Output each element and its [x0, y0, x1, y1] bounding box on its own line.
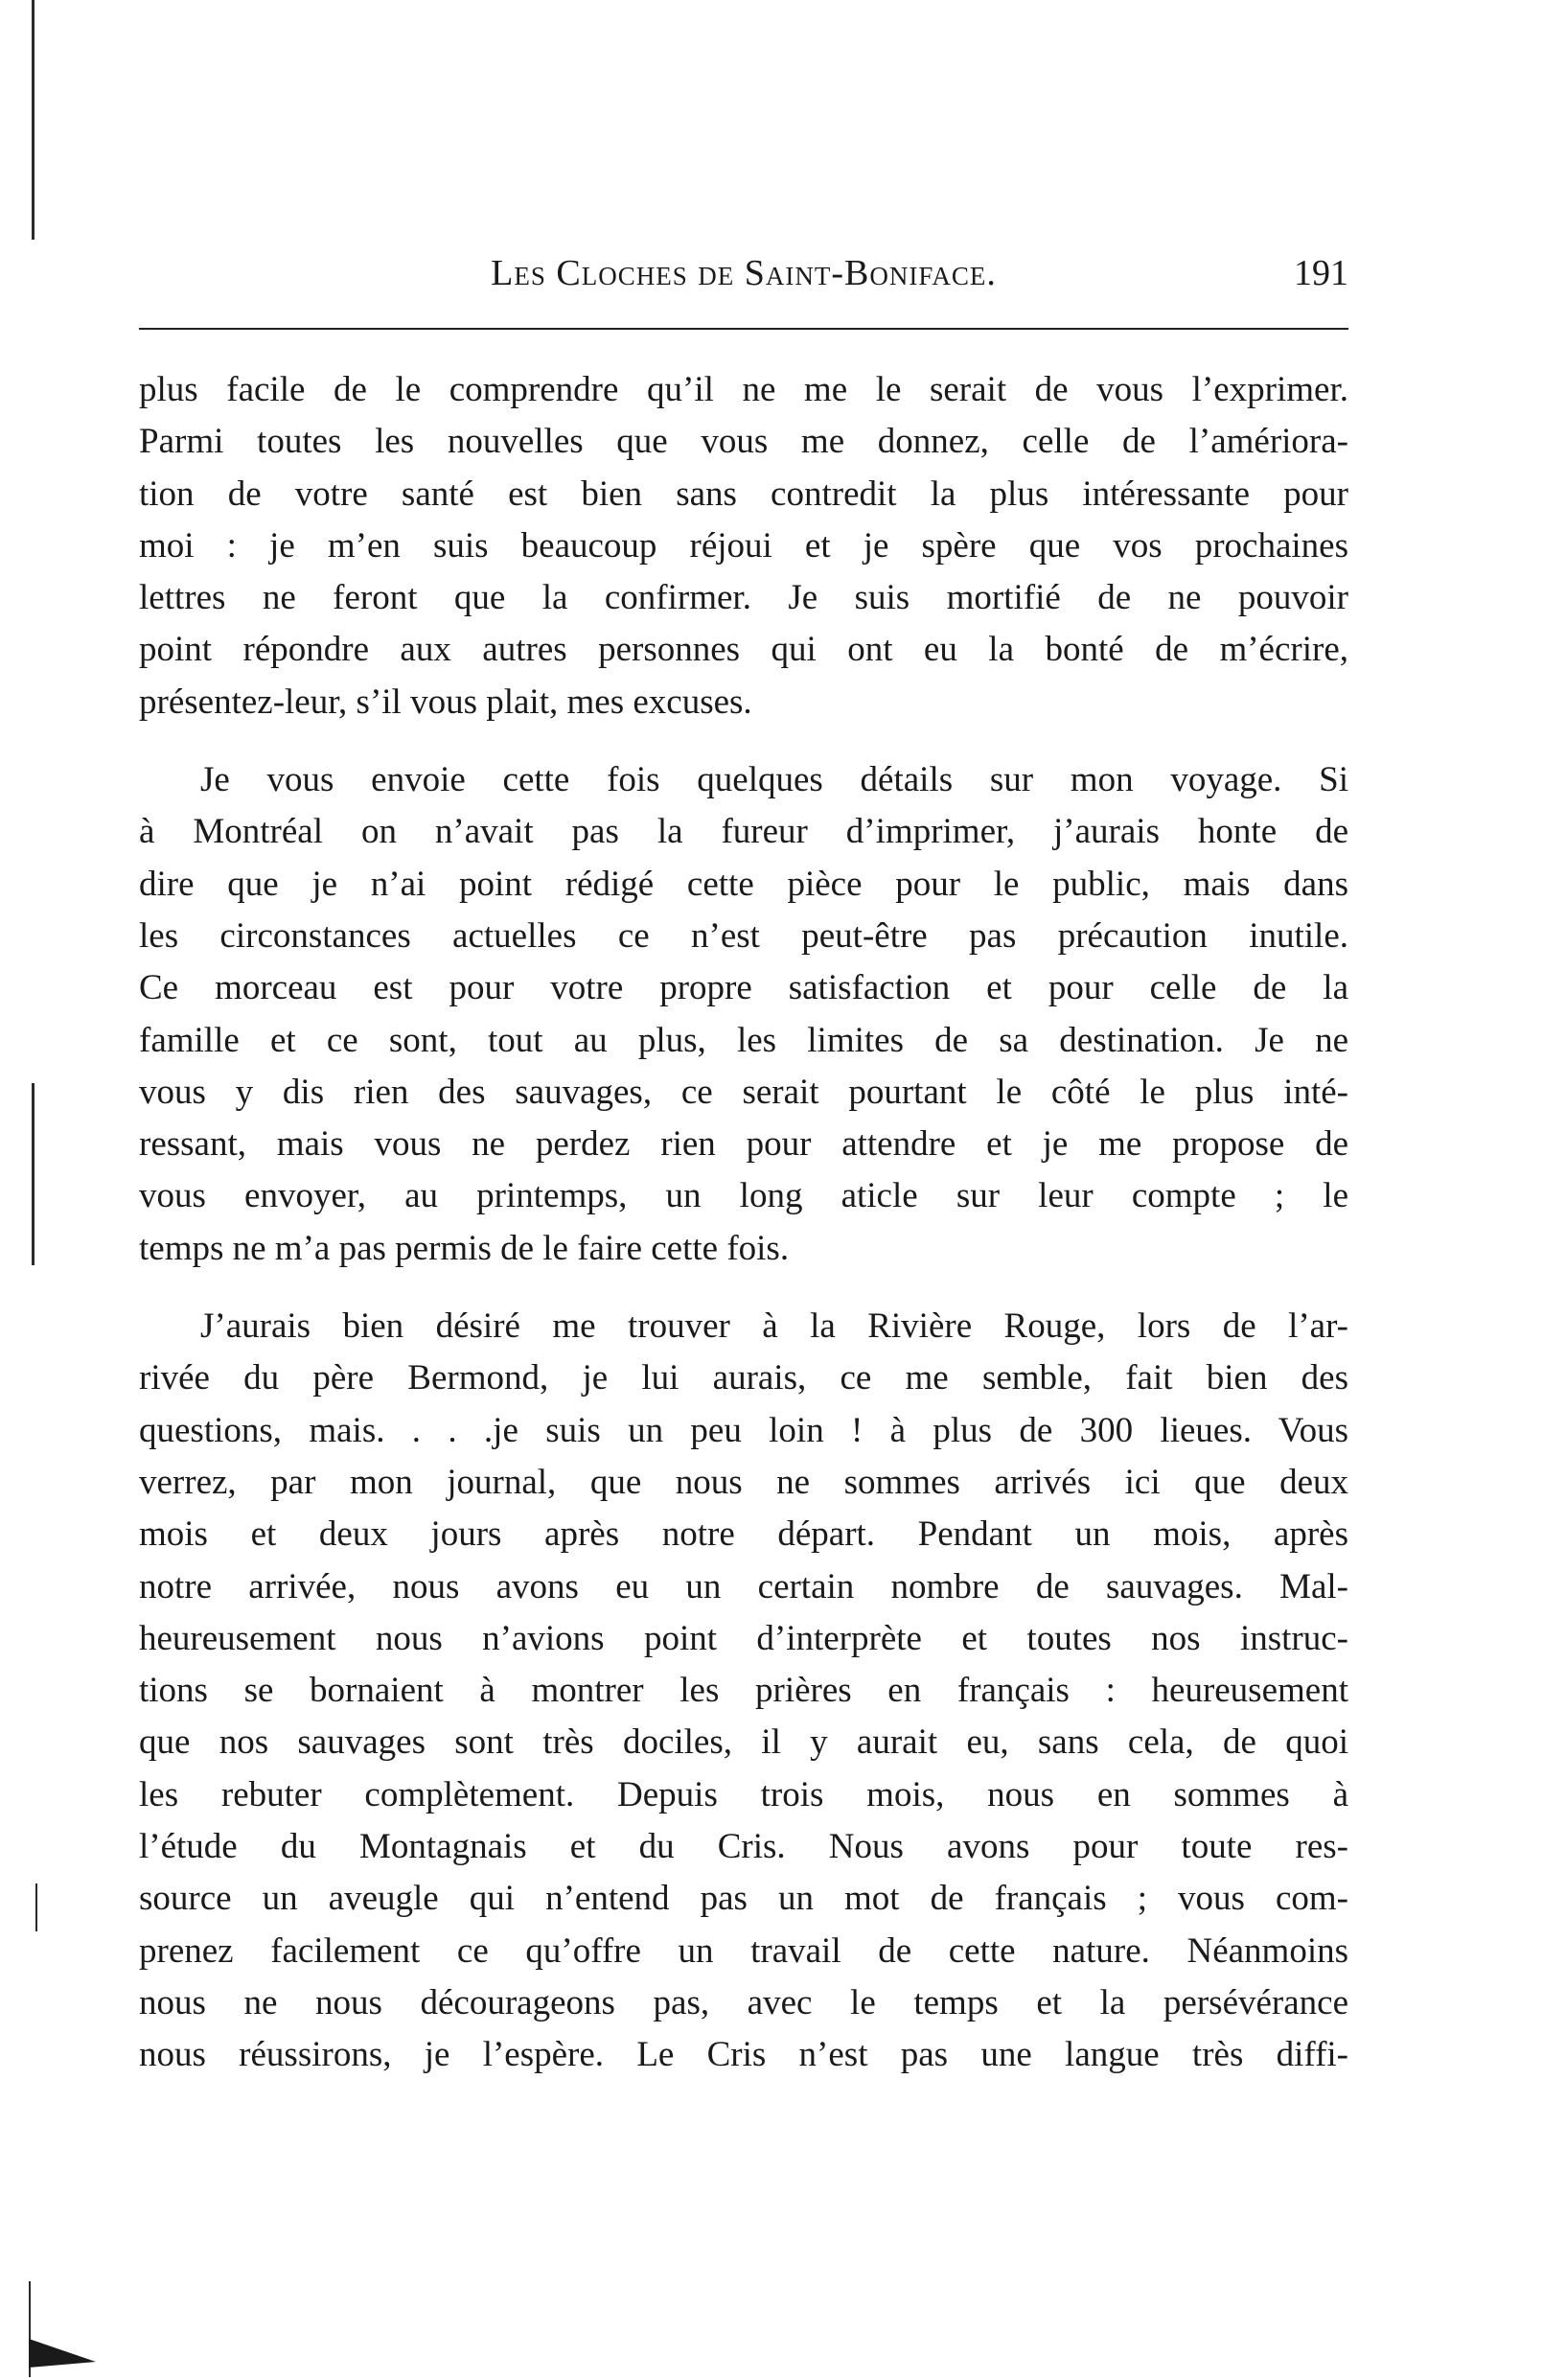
- text-line: heureusement nous n’avions point d’interprète et toutes nos instruc-: [139, 1618, 1348, 1658]
- text-line: plus facile de le comprendre qu’il ne me le serait de vous l’exprimer.: [139, 370, 1348, 409]
- scan-margin-mark: [35, 1883, 37, 1931]
- text-line: vous envoyer, au printemps, un long aticle sur leur compte ; le: [139, 1176, 1348, 1216]
- text-line: que nos sauvages sont très dociles, il y aurait eu, sans cela, de quoi: [139, 1722, 1348, 1763]
- text-line: Parmi toutes les nouvelles que vous me donnez, celle de l’amériora-: [139, 422, 1348, 462]
- text-line: moi : je m’en suis beaucoup réjoui et je spère que vos prochaines: [139, 525, 1348, 566]
- running-head: [139, 252, 1348, 308]
- text-line: nous réussirons, je l’espère. Le Cris n’est pas une langue très diffi-: [139, 2035, 1348, 2075]
- scan-margin-mark: [32, 0, 35, 240]
- text-line: tions se bornaient à montrer les prières en français : heureusement: [139, 1671, 1348, 1711]
- text-line: source un aveugle qui n’entend pas un mot de français ; vous com-: [139, 1879, 1348, 1919]
- text-line: dire que je n’ai point rédigé cette pièce pour le public, mais dans: [139, 864, 1348, 904]
- text-line: verrez, par mon journal, que nous ne sommes arrivés ici que deux: [139, 1462, 1348, 1502]
- text-line: les rebuter complètement. Depuis trois mois, nous en sommes à: [139, 1774, 1348, 1814]
- text-line: notre arrivée, nous avons eu un certain nombre de sauvages. Mal-: [139, 1566, 1348, 1606]
- text-line: Ce morceau est pour votre propre satisfaction et pour celle de la: [139, 968, 1348, 1008]
- text-line: nous ne nous décourageons pas, avec le temps et la persévérance: [139, 1982, 1348, 2022]
- text-line: l’étude du Montagnais et du Cris. Nous avons pour toute res-: [139, 1827, 1348, 1867]
- header-rule: [139, 328, 1348, 330]
- paragraph: [139, 754, 1348, 1275]
- scan-margin-mark: [32, 1083, 35, 1265]
- text-line: mois et deux jours après notre départ. Pendant un mois, après: [139, 1514, 1348, 1555]
- text-line: ressant, mais vous ne perdez rien pour attendre et je me propose de: [139, 1124, 1348, 1165]
- text-line: lettres ne feront que la confirmer. Je suis mortifié de ne pouvoir: [139, 578, 1348, 618]
- page-number: 191: [1294, 253, 1348, 293]
- text-line: les circonstances actuelles ce n’est peut-être pas précaution inutile.: [139, 915, 1348, 956]
- text-line: rivée du père Bermond, je lui aurais, ce me semble, fait bien des: [139, 1358, 1348, 1398]
- text-line: temps ne m’a pas permis de le faire cette fois.: [139, 1228, 790, 1268]
- text-line: famille et ce sont, tout au plus, les limites de sa destination. Je ne: [139, 1020, 1348, 1060]
- text-line: prenez facilement ce qu’offre un travail de cette nature. Néanmoins: [139, 1930, 1348, 1971]
- paragraph: [139, 364, 1348, 728]
- text-line: point répondre aux autres personnes qui ont eu la bonté de m’écrire,: [139, 630, 1348, 670]
- body-text: [139, 364, 1348, 2082]
- text-line: J’aurais bien désiré me trouver à la Rivière Rouge, lors de l’ar-: [200, 1306, 1348, 1347]
- text-line: vous y dis rien des sauvages, ce serait pourtant le côté le plus inté-: [139, 1072, 1348, 1112]
- text-line: à Montréal on n’avait pas la fureur d’imprimer, j’aurais honte de: [139, 812, 1348, 852]
- paragraph: [139, 1301, 1348, 2081]
- scan-corner-mark: [29, 2339, 96, 2368]
- text-line: questions, mais. . . .je suis un peu loin ! à plus de 300 lieues. Vous: [139, 1410, 1348, 1450]
- text-line: Je vous envoie cette fois quelques détails sur mon voyage. Si: [200, 760, 1348, 800]
- text-line: tion de votre santé est bien sans contredit la plus intéressante pour: [139, 474, 1348, 514]
- running-title: Les Cloches de Saint-Boniface.: [491, 253, 997, 293]
- text-line: présentez-leur, s’il vous plait, mes excuses.: [139, 682, 752, 722]
